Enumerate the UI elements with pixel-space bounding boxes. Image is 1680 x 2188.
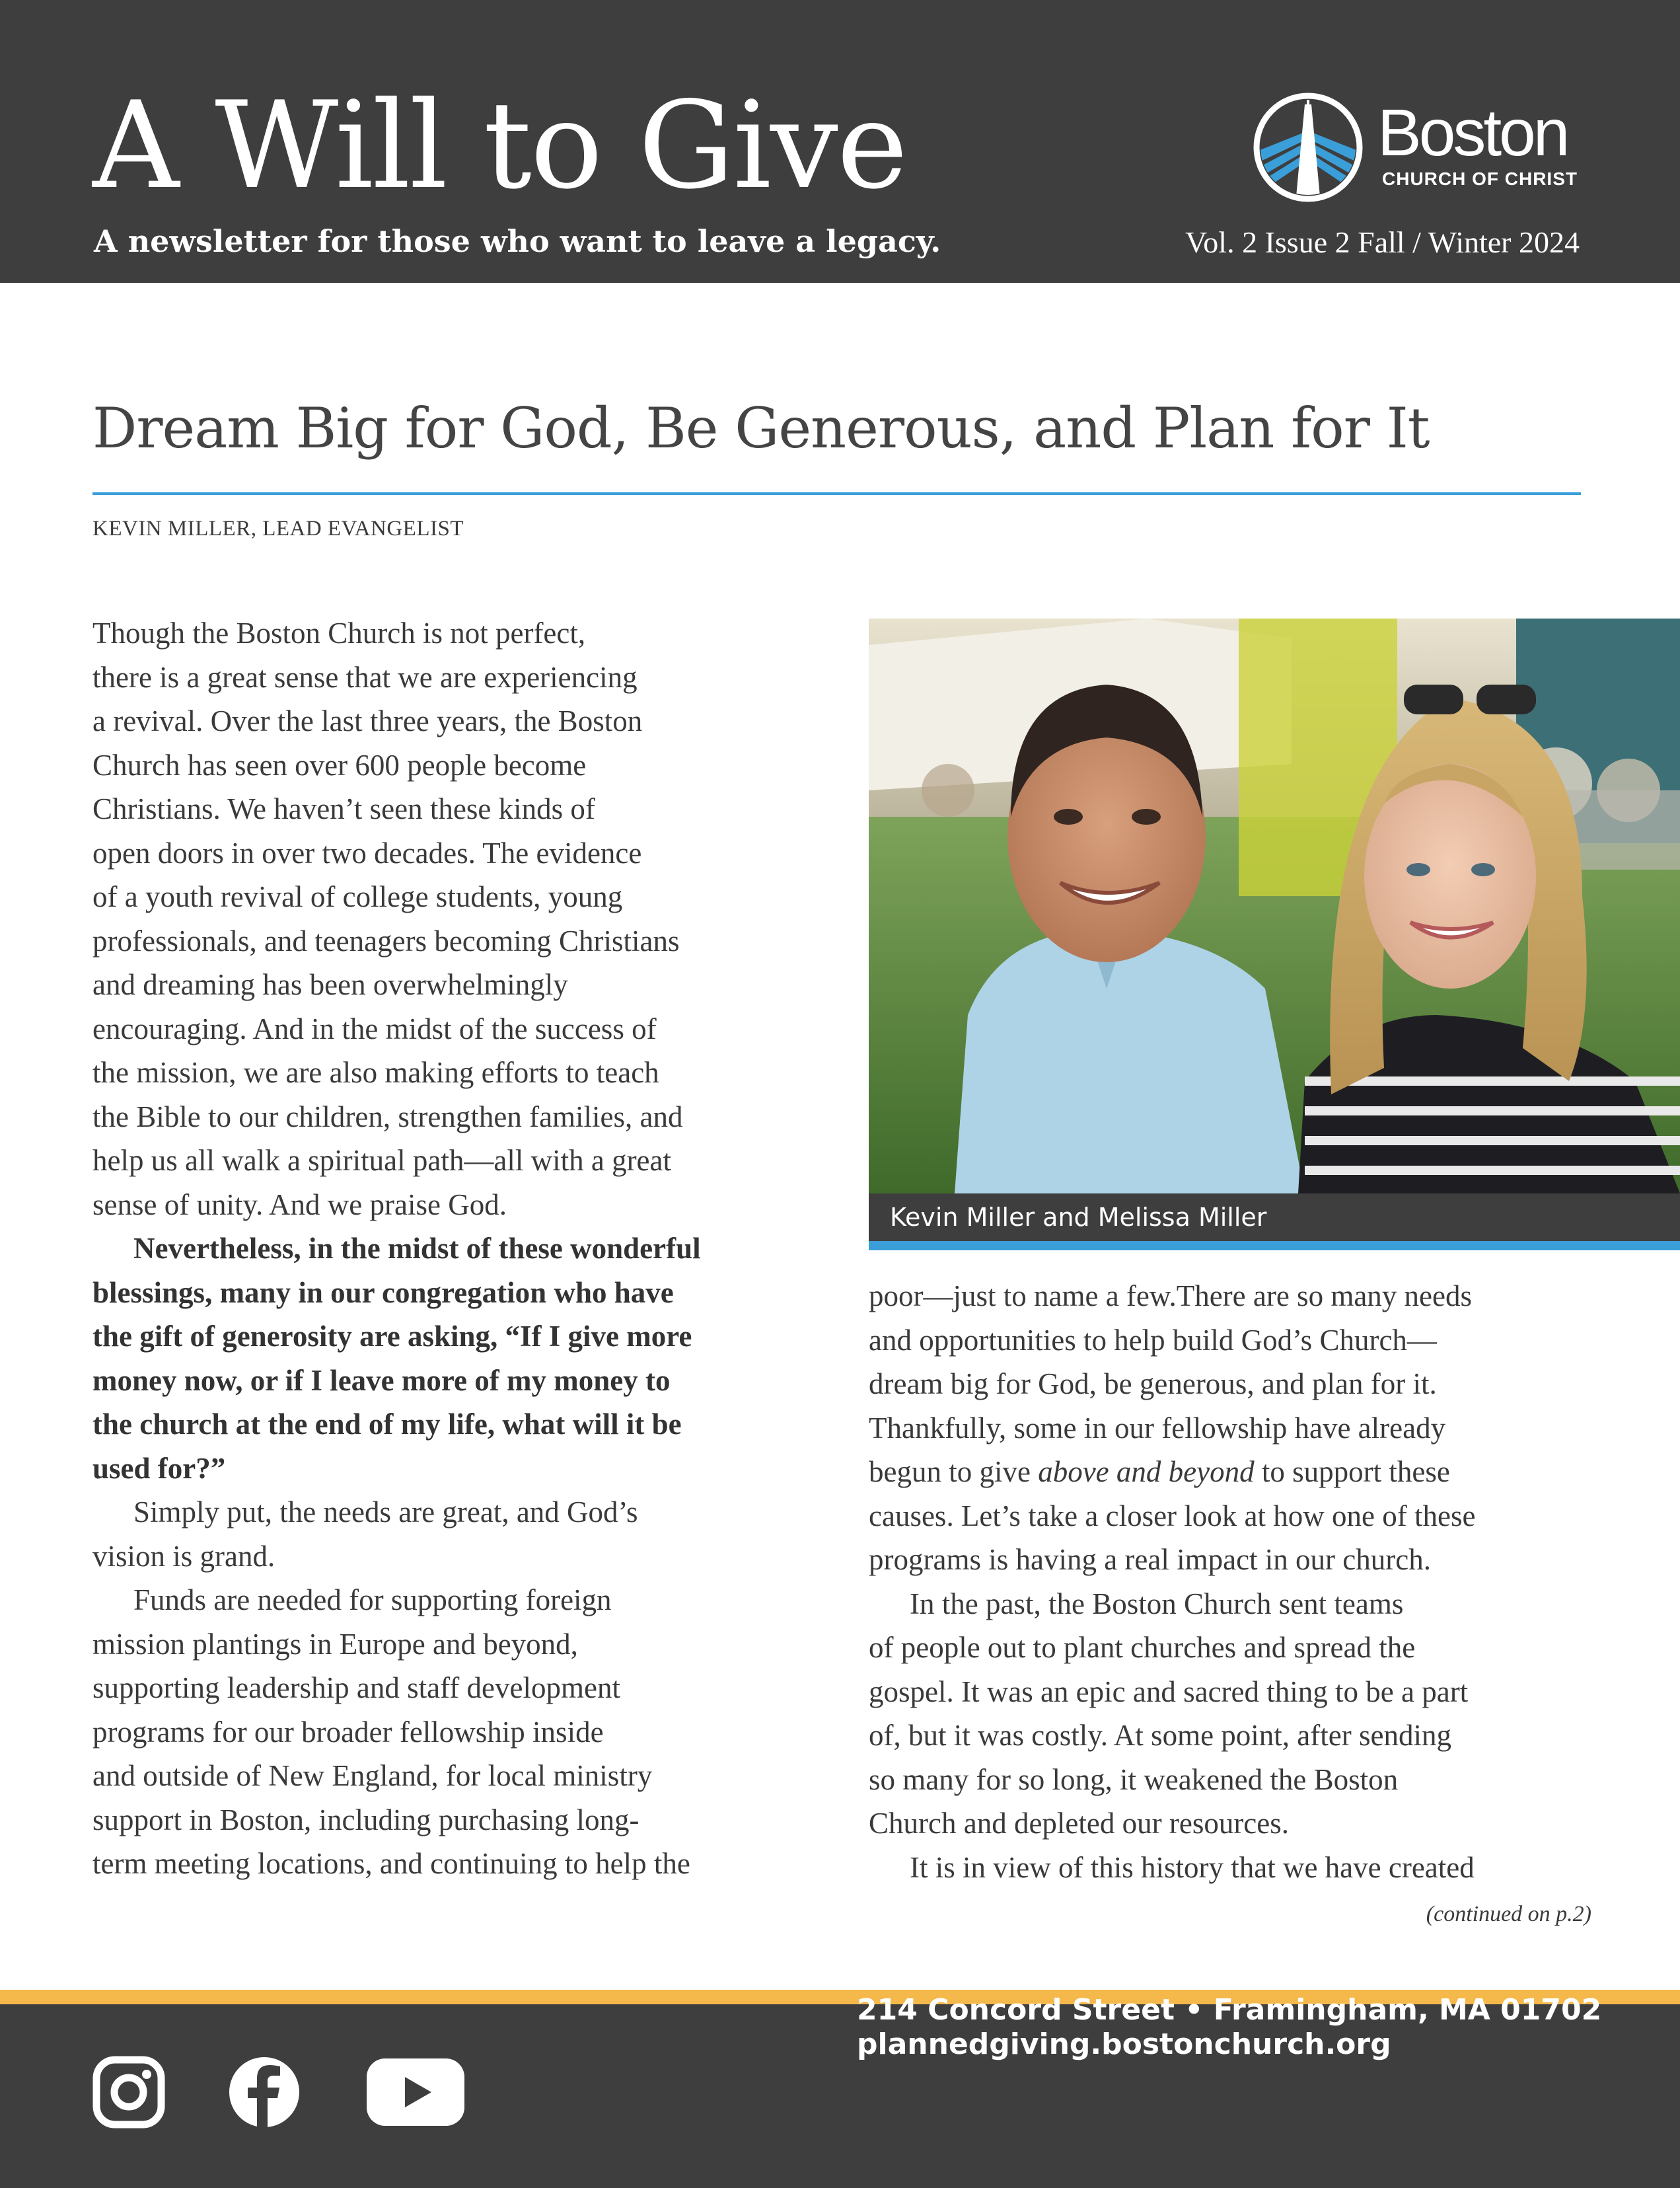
newsletter-title: A Will to Give bbox=[92, 75, 907, 215]
footer bbox=[0, 2004, 1680, 2188]
highlight-line: blessings, many in our congregation who have bbox=[92, 1275, 674, 1309]
paragraph-line: encouraging. And in the midst of the success of bbox=[92, 1012, 657, 1045]
line-text: begun to give bbox=[869, 1455, 1031, 1488]
paragraph-line: Though the Boston Church is not perfect, bbox=[92, 617, 586, 650]
paragraph-line: and opportunities to help build God’s Church— bbox=[869, 1323, 1437, 1357]
headline-divider bbox=[92, 492, 1581, 495]
highlight-line: the church at the end of my life, what will it be bbox=[92, 1408, 682, 1441]
masthead bbox=[0, 0, 1680, 283]
newsletter-tagline: A newsletter for those who want to leave a legacy. bbox=[94, 223, 941, 259]
paragraph-line: In the past, the Boston Church sent teams bbox=[910, 1587, 1404, 1620]
issue-info: Vol. 2 Issue 2 Fall / Winter 2024 bbox=[1185, 225, 1580, 259]
paragraph-line: term meeting locations, and continuing to help the bbox=[92, 1847, 690, 1880]
logo-subtitle: CHURCH OF CHRIST bbox=[1382, 169, 1578, 189]
paragraph-line bbox=[869, 1450, 1589, 1494]
paragraph-line: programs for our broader fellowship inside bbox=[92, 1715, 604, 1749]
paragraph-line: sense of unity. And we praise God. bbox=[92, 1188, 507, 1221]
paragraph-line: help us all walk a spiritual path—all with a great bbox=[92, 1144, 672, 1177]
paragraph-line: causes. Let’s take a closer look at how one of these bbox=[869, 1499, 1476, 1532]
church-logo bbox=[1252, 91, 1582, 204]
paragraph-line: Simply put, the needs are great, and God’s bbox=[133, 1495, 638, 1528]
photo-caption: Kevin Miller and Melissa Miller bbox=[890, 1203, 1267, 1232]
article-headline: Dream Big for God, Be Generous, and Plan for It bbox=[92, 396, 1430, 461]
continued-note: (continued on p.2) bbox=[1426, 1902, 1591, 1926]
paragraph-line: support in Boston, including purchasing long- bbox=[92, 1803, 639, 1836]
paragraph-line: of a youth revival of college students, young bbox=[92, 880, 623, 913]
couple-photo bbox=[869, 619, 1680, 1193]
paragraph-line: programs is having a real impact in our church. bbox=[869, 1543, 1431, 1576]
paragraph-line: so many for so long, it weakened the Boston bbox=[869, 1762, 1399, 1796]
paragraph-line: Thankfully, some in our fellowship have already bbox=[869, 1411, 1446, 1445]
footer-org: Boston Church of Christ bbox=[857, 1959, 1247, 1992]
photo-caption-bar bbox=[869, 1193, 1680, 1241]
paragraph-line: mission plantings in Europe and beyond, bbox=[92, 1627, 578, 1661]
paragraph-line: the mission, we are also making efforts to teach bbox=[92, 1056, 659, 1089]
photo-illustration bbox=[869, 619, 1680, 1193]
paragraph-line: the Bible to our children, strengthen families, and bbox=[92, 1100, 683, 1133]
article-column-left bbox=[92, 611, 819, 1886]
paragraph-line: Church and depleted our resources. bbox=[869, 1807, 1290, 1840]
paragraph-line: It is in view of this history that we have created bbox=[910, 1850, 1475, 1884]
article-column-right bbox=[869, 1274, 1589, 1889]
paragraph-line: a revival. Over the last three years, the Boston bbox=[92, 704, 643, 737]
line-text: to support these bbox=[1261, 1455, 1450, 1488]
footer-address: 214 Concord Street • Framingham, MA 01702 bbox=[857, 1993, 1602, 2027]
paragraph-line: gospel. It was an epic and sacred thing to be a part bbox=[869, 1675, 1469, 1708]
facebook-icon[interactable] bbox=[228, 2056, 301, 2129]
footer-website-link[interactable]: plannedgiving.bostonchurch.org bbox=[857, 2027, 1391, 2061]
highlight-line: the gift of generosity are asking, “If I give more bbox=[92, 1320, 692, 1353]
church-logo-icon bbox=[1252, 91, 1364, 204]
paragraph-line: of, but it was costly. At some point, after sending bbox=[869, 1719, 1451, 1752]
paragraph-line: and dreaming has been overwhelmingly bbox=[92, 968, 568, 1001]
paragraph-line: open doors in over two decades. The evidence bbox=[92, 836, 642, 870]
paragraph-line: and outside of New England, for local ministry bbox=[92, 1759, 653, 1792]
youtube-icon[interactable] bbox=[365, 2056, 466, 2129]
paragraph-line: Church has seen over 600 people become bbox=[92, 748, 587, 782]
paragraph-line: supporting leadership and staff development bbox=[92, 1671, 620, 1704]
instagram-icon[interactable] bbox=[92, 2056, 165, 2129]
highlight-line: money now, or if I leave more of my money to bbox=[92, 1363, 671, 1397]
article-byline: KEVIN MILLER, LEAD EVANGELIST bbox=[92, 517, 464, 541]
paragraph-line: Christians. We haven’t seen these kinds of bbox=[92, 792, 595, 825]
logo-wordmark: Boston bbox=[1377, 96, 1568, 170]
paragraph-line: Funds are needed for supporting foreign bbox=[133, 1583, 612, 1616]
highlight-line: Nevertheless, in the midst of these wonderful bbox=[133, 1232, 701, 1265]
paragraph-line: poor—just to name a few.There are so many needs bbox=[869, 1279, 1473, 1312]
paragraph-line: there is a great sense that we are experiencing bbox=[92, 660, 638, 694]
paragraph-line: of people out to plant churches and spread the bbox=[869, 1631, 1416, 1664]
paragraph-line: professionals, and teenagers becoming Christians bbox=[92, 924, 680, 958]
paragraph-line: vision is grand. bbox=[92, 1539, 275, 1573]
paragraph-line: dream big for God, be generous, and plan for it. bbox=[869, 1367, 1437, 1400]
emphasis-text: above and beyond bbox=[1038, 1455, 1255, 1488]
highlight-line: used for?” bbox=[92, 1451, 226, 1485]
caption-accent-bar bbox=[869, 1241, 1680, 1250]
